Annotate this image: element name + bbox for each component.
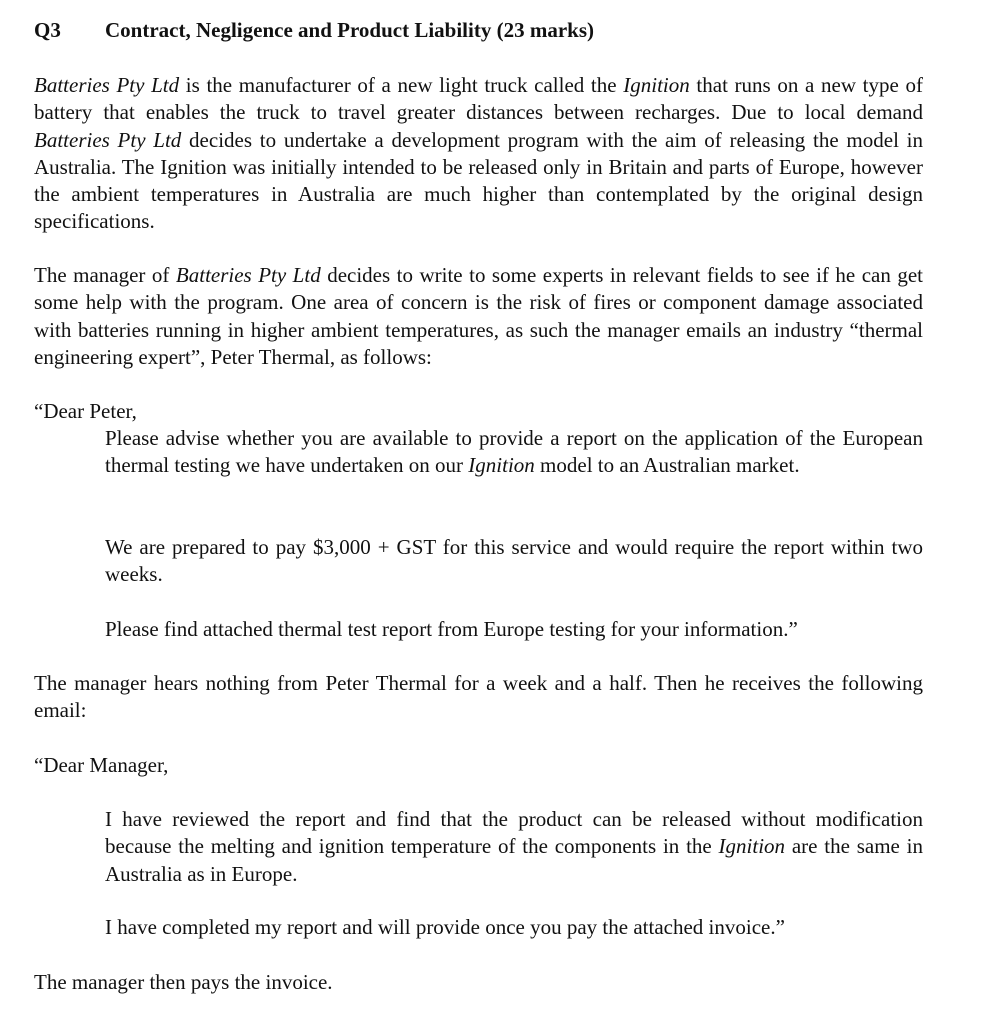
intro-paragraph — [34, 72, 923, 236]
question-heading — [34, 17, 594, 44]
company-name: Batteries Pty Ltd — [34, 73, 180, 97]
question-title: Contract, Negligence and Product Liability (23 marks) — [105, 18, 594, 42]
email2-text-1b: are the same in Australia as in Europe. — [105, 834, 923, 886]
email2-paragraph-1 — [105, 806, 923, 888]
email1-text-1b: model to an Australian market. — [534, 453, 800, 478]
email1-text-1a: Please advise whether you are available to provide a report on the application of the European thermal testing we have undertaken on our — [105, 426, 923, 478]
hears-paragraph: The manager hears nothing from Peter Thermal for a week and a half. Then he receives the following email: — [34, 671, 923, 723]
manager-text-1: The manager of — [34, 263, 176, 287]
intro-text-3: decides to undertake a development program with the aim of releasing the model in Australia. The Ignition was initially intended to be released only in Britain and parts of Europe, however the ambient temperatures in Australia are much higher than contemplated by the original design specifications. — [34, 127, 923, 234]
email1-salutation: “Dear Peter, — [34, 399, 137, 423]
email2-text-1a: I have reviewed the report and find that the product can be released without modification because the melting and ignition temperature of the components in the — [105, 807, 923, 859]
manager-text-2: decides to write to some experts in relevant fields to see if he can get some help with the program. One area of concern is the risk of fires or component damage associated with batteries running in higher ambient temperatures, as such the manager emails an industry “thermal engineering expert”, Peter Thermal, as follows: — [34, 263, 923, 369]
manager-paragraph — [34, 262, 923, 371]
intro-text-2: that runs on a new type of battery that enables the truck to travel greater distances between recharges. Due to local demand — [34, 73, 923, 125]
company-name: Batteries Pty Ltd — [34, 127, 182, 152]
email2-salutation: “Dear Manager, — [34, 753, 169, 777]
email1-paragraph-1 — [105, 425, 923, 480]
company-name: Batteries Pty Ltd — [175, 263, 321, 287]
question-number: Q3 — [34, 18, 61, 42]
email1-paragraph-2: We are prepared to pay $3,000 + GST for this service and would require the report within two weeks. — [105, 535, 923, 587]
intro-text-1: is the manufacturer of a new light truck called the — [179, 73, 624, 97]
email1-paragraph-3: Please find attached thermal test report from Europe testing for your information.” — [105, 617, 798, 641]
model-name: Ignition — [468, 453, 535, 478]
email2-paragraph-2: I have completed my report and will provide once you pay the attached invoice.” — [105, 915, 785, 939]
closing-paragraph: The manager then pays the invoice. — [34, 970, 333, 994]
model-name: Ignition — [718, 834, 786, 859]
model-name: Ignition — [623, 73, 690, 97]
